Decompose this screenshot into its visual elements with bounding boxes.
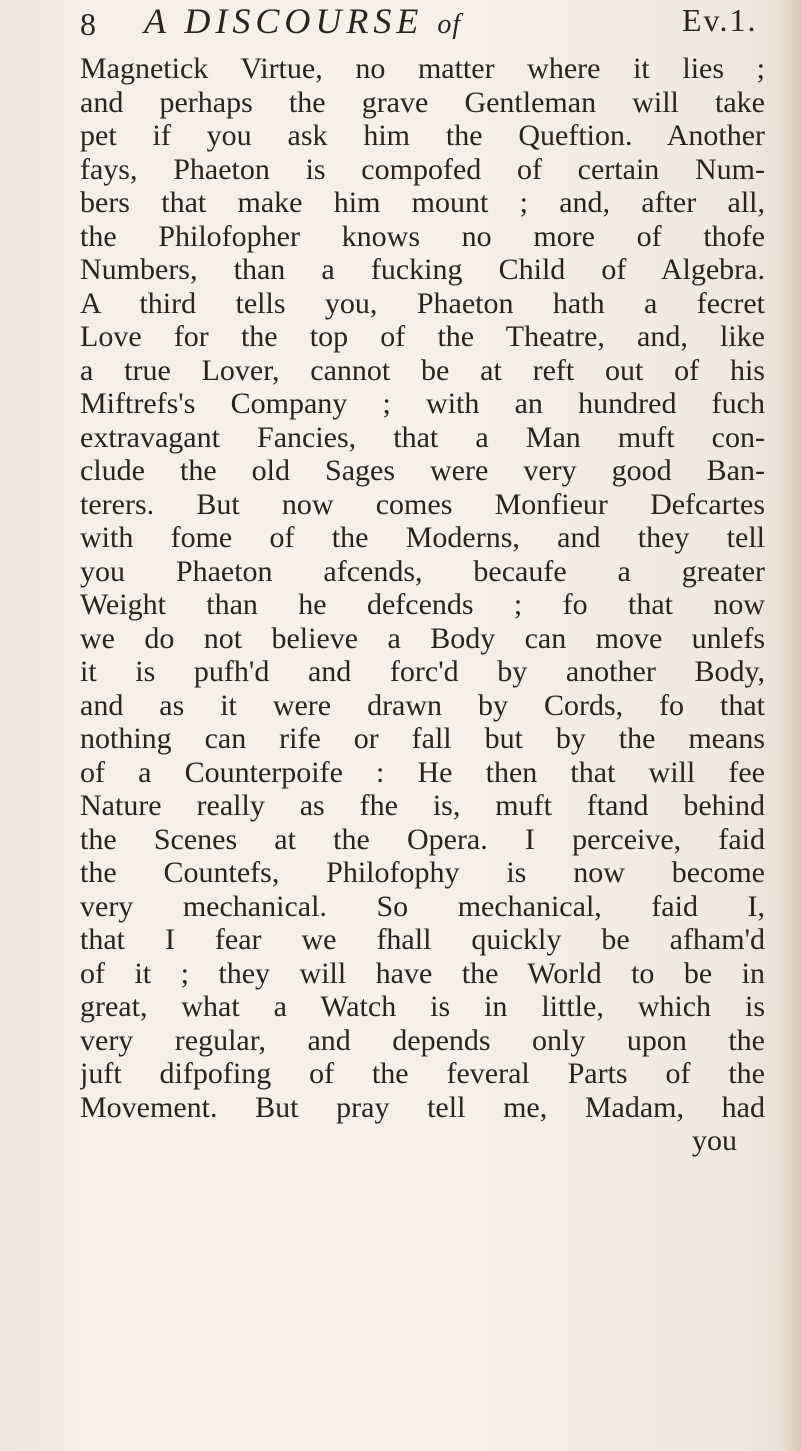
text-line: great, what a Watch is in little, which is bbox=[80, 990, 765, 1023]
text-line: it is pufh'd and forc'd by another Body, bbox=[80, 655, 765, 688]
text-line: Movement. But pray tell me, Madam, had bbox=[80, 1090, 765, 1124]
text-line: Miftrefs's Company ; with an hundred fuch bbox=[80, 387, 765, 420]
text-line: the Scenes at the Opera. I perceive, faid bbox=[80, 822, 765, 856]
text-line: Nature really as fhe is, muft ftand behind bbox=[80, 789, 765, 822]
page-number: 8 bbox=[80, 6, 99, 42]
running-title-of: of bbox=[437, 9, 462, 40]
section-signature: Ev.1. bbox=[682, 2, 758, 38]
text-line: of a Counterpoife : He then that will fee bbox=[80, 755, 765, 789]
text-line: you Phaeton afcends, becaufe a greater bbox=[80, 554, 765, 588]
text-line: a true Lover, cannot be at reft out of his bbox=[80, 353, 765, 387]
text-line: bers that make him mount ; and, after all, bbox=[80, 186, 765, 219]
page-edge bbox=[779, 0, 801, 1451]
text-line: of it ; they will have the World to be in bbox=[80, 956, 765, 990]
text-line: Numbers, than a fucking Child of Algebra. bbox=[80, 253, 765, 286]
text-line: the Philofopher knows no more of thofe bbox=[80, 219, 765, 253]
text-line: nothing can rife or fall but by the means bbox=[80, 722, 765, 755]
text-line: and perhaps the grave Gentleman will take bbox=[80, 85, 765, 119]
text-line: very regular, and depends only upon the bbox=[80, 1023, 765, 1057]
running-title-main: A DISCOURSE bbox=[144, 1, 424, 41]
text-line: pet if you ask him the Queftion. Another bbox=[80, 119, 765, 152]
text-line: Love for the top of the Theatre, and, like bbox=[80, 320, 765, 353]
text-line: A third tells you, Phaeton hath a fecret bbox=[80, 286, 765, 320]
text-line: terers. But now comes Monfieur Defcartes bbox=[80, 487, 765, 521]
text-line: that I fear we fhall quickly be afham'd bbox=[80, 923, 765, 956]
text-line: extravagant Fancies, that a Man muft con- bbox=[80, 420, 765, 454]
text-line: Magnetick Virtue, no matter where it lies ; bbox=[80, 52, 765, 85]
text-line: we do not believe a Body can move unlefs bbox=[80, 621, 765, 655]
text-line: fays, Phaeton is compofed of certain Num- bbox=[80, 152, 765, 186]
catchword: you bbox=[692, 1124, 737, 1157]
text-line: with fome of the Moderns, and they tell bbox=[80, 521, 765, 554]
body-text bbox=[80, 52, 765, 1158]
text-line: very mechanical. So mechanical, faid I, bbox=[80, 889, 765, 923]
text-line: clude the old Sages were very good Ban- bbox=[80, 454, 765, 487]
text-line: juft difpofing of the feveral Parts of the bbox=[80, 1057, 765, 1090]
text-line: and as it were drawn by Cords, fo that bbox=[80, 688, 765, 722]
text-line: Weight than he defcends ; fo that now bbox=[80, 588, 765, 621]
running-header bbox=[80, 0, 780, 54]
running-title bbox=[144, 0, 461, 42]
text-line: the Countefs, Philofophy is now become bbox=[80, 856, 765, 889]
